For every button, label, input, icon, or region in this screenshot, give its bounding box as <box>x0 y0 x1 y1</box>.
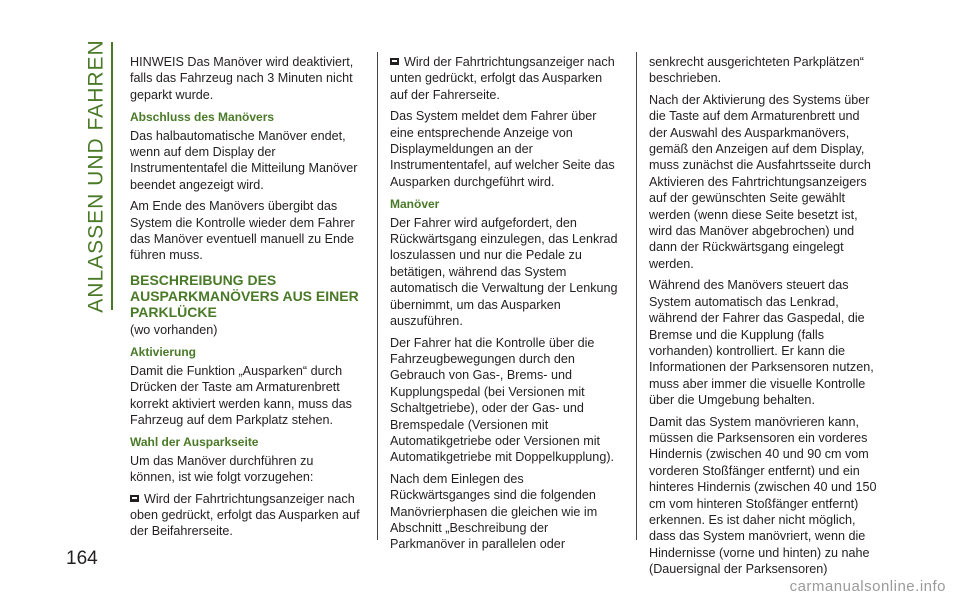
paragraph: Das halbautomatische Manöver endet, wenn auf dem Display der Instrumententafel die Mitteilung Manöver beendet angezeigt wird. <box>130 128 358 192</box>
column-divider <box>636 52 637 540</box>
chapter-side-tab <box>84 39 110 313</box>
column-divider <box>377 52 378 540</box>
subheading-aktivierung: Aktivierung <box>130 345 197 360</box>
column-3 <box>649 54 879 583</box>
subheading-abschluss: Abschluss des Manövers <box>130 110 275 125</box>
column-2 <box>390 54 620 558</box>
paragraph: Nach dem Einlegen des Rückwärtsganges sind die folgenden Manövrierphasen die gleichen wie im Abschnitt „Beschreibung der Parkmanöver in parallelen oder <box>390 471 598 552</box>
side-rule <box>111 42 113 310</box>
paragraph: senkrecht ausgerichteten Parkplätzen“ beschrieben. <box>649 55 864 86</box>
paragraph: (wo vorhanden) <box>130 322 218 337</box>
paragraph: Der Fahrer wird aufgefordert, den Rückwärtsgang einzulegen, das Lenkrad loszulassen und nur die Pedale zu betätigen, während das System automatisch die Verwaltung der Lenkung übernimmt, um das Ausparken auszuführen. <box>390 215 618 329</box>
paragraph: Das System meldet dem Fahrer über eine entsprechende Anzeige von Displaymeldungen an der Instrumententafel, auf welcher Seite das Ausparken durchgeführt wird. <box>390 109 615 189</box>
paragraph: Damit die Funktion „Ausparken“ durch Drücken der Taste am Armaturenbrett korrekt aktiviert werden kann, muss das Fahrzeug auf dem Parkplatz stehen. <box>130 363 352 427</box>
paragraph: Während des Manövers steuert das System automatisch das Lenkrad, während der Fahrer das Gaspedal, die Bremse und die Kupplung (falls vorhanden) kontrolliert. Er kann die Informationen der Parksensoren nutzen, muss aber immer die visuelle Kontrolle über die Umgebung behalten. <box>649 278 874 408</box>
page-number: 164 <box>66 548 98 569</box>
paragraph: Nach der Aktivierung des Systems über die Taste auf dem Armaturenbrett und der Auswahl des Ausparkmanövers, gemäß den Anzeigen auf dem Display, muss zunächst die Ausfahrtsseite durch Aktivieren des Fahrtrichtungsanzeigers auf der gewünschten Seite gewählt werden (wenn diese Seite besetzt ist, wird das Manöver abgebrochen) und dann der Rückwärtsgang eingelegt werden. <box>649 92 871 271</box>
bullet-text: Wird der Fahrtrichtungsanzeiger nach unten gedrückt, erfolgt das Ausparken auf der Fahrerseite. <box>390 55 615 102</box>
note-paragraph: HINWEIS Das Manöver wird deaktiviert, falls das Fahrzeug nach 3 Minuten nicht geparkt wurde. <box>130 55 354 102</box>
bullet-item <box>130 491 360 540</box>
watermark: carmanualsonline.info <box>789 578 946 595</box>
bullet-square-icon <box>130 494 140 503</box>
paragraph: Damit das System manövrieren kann, müssen die Parksensoren ein vorderes Hindernis (zwischen 40 und 90 cm vom vorderen Stoßfänger entfernt) und ein hinteres Hindernis (zwischen 40 und 150 cm vom hinteren Stoßfänger entfernt) erkennen. Es ist daher nicht möglich, dass das System manövriert, wenn die Hindernisse (vorne und hinten) zu nahe (Dauersignal der Parksensoren) <box>649 414 877 577</box>
paragraph: Der Fahrer hat die Kontrolle über die Fahrzeugbewegungen durch den Gebrauch von Gas-, Brems- und Kupplungspedal (bei Versionen mit Schaltgetriebe), oder der Gas- und Bremspedale (Versionen mit Automatikgetriebe oder Versionen mit Automatikgetriebe mit Doppelkupplung). <box>390 335 615 465</box>
bullet-square-icon <box>390 57 400 66</box>
bullet-text: Wird der Fahrtrichtungsanzeiger nach oben gedrückt, erfolgt das Ausparken auf der Beifahrerseite. <box>130 491 360 539</box>
bullet-item <box>390 54 620 103</box>
paragraph: Um das Manöver durchführen zu können, ist wie folgt vorzugehen: <box>130 453 314 485</box>
subheading-wahl: Wahl der Ausparkseite <box>130 435 259 450</box>
chapter-title: ANLASSEN UND FAHREN <box>85 39 109 313</box>
subheading-manoever: Manöver <box>390 197 440 212</box>
column-1 <box>130 54 360 545</box>
paragraph: Am Ende des Manövers übergibt das System die Kontrolle wieder dem Fahrer das Manöver eventuell manuell zu Ende führen muss. <box>130 199 355 263</box>
section-heading: BESCHREIBUNG DES AUSPARKMANÖVERS AUS EINER PARKLÜCKE <box>130 271 359 320</box>
